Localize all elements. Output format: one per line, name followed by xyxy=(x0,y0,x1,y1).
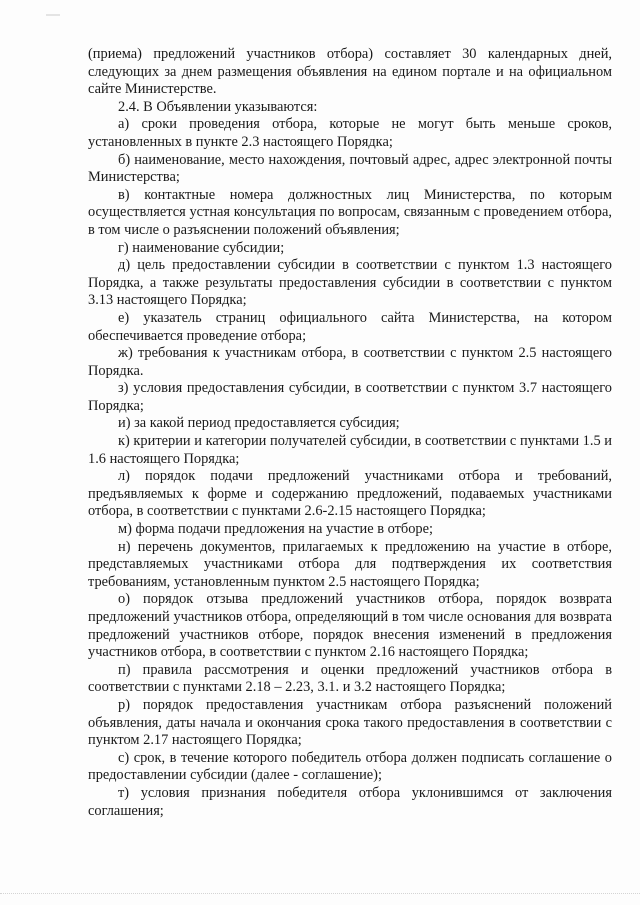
list-item: т) условия признания победителя отбора уклонившимся от заключения соглашения; xyxy=(88,784,612,819)
list-item: в) контактные номера должностных лиц Министерства, по которым осуществляется устная консультация по вопросам, связанным с проведением отбора, в том числе о разъяснении положений объявления; xyxy=(88,186,612,238)
scan-edge-line xyxy=(0,893,640,898)
list-item: п) правила рассмотрения и оценки предложений участников отбора в соответствии с пунктами 2.18 – 2.23, 3.1. и 3.2 настоящего Порядка; xyxy=(88,661,612,696)
list-item: ж) требования к участникам отбора, в соответствии с пунктом 2.5 настоящего Порядка. xyxy=(88,345,612,379)
list-item: б) наименование, место нахождения, почтовый адрес, адрес электронной почты Министерства; xyxy=(88,151,612,186)
list-item: л) порядок подачи предложений участниками отбора и требований, предъявляемых к форме и содержанию предложений, подаваемых участниками отбора, в соответствии с пунктами 2.6-2.15 настоящего Порядка; xyxy=(88,468,612,520)
list-item: е) указатель страниц официального сайта Министерства, на котором обеспечивается проведение отбора; xyxy=(88,309,612,344)
list-item: м) форма подачи предложения на участие в отборе; xyxy=(118,521,433,538)
list-item: н) перечень документов, прилагаемых к предложению на участие в отборе, представляемых участниками отбора для подтверждения их соответствия требованиям, установленным пунктом 2.5 настоящего Порядка; xyxy=(88,538,612,590)
document-body xyxy=(88,46,612,820)
list-item: и) за какой период предоставляется субсидия; xyxy=(118,415,400,432)
list-item: с) срок, в течение которого победитель отбора должен подписать соглашение о предоставлении субсидии (далее - соглашение); xyxy=(88,749,612,784)
list-item: д) цель предоставлении субсидии в соответствии с пунктом 1.3 настоящего Порядка, а также результаты предоставления субсидии в соответствии с пунктом 3.13 настоящего Порядка; xyxy=(88,257,612,309)
list-item: з) условия предоставления субсидии, в соответствии с пунктом 3.7 настоящего Порядка; xyxy=(88,380,612,414)
section-heading: 2.4. В Объявлении указываются: xyxy=(118,98,318,115)
paragraph: (приема) предложений участников отбора) составляет 30 календарных дней, следующих за днем размещения объявления на едином портале и на официальном сайте Министерстве. xyxy=(88,46,612,98)
list-item: а) сроки проведения отбора, которые не могут быть меньше сроков, установленных в пункте 2.3 настоящего Порядка; xyxy=(88,116,612,150)
list-item: к) критерии и категории получателей субсидии, в соответствии с пунктами 1.5 и 1.6 настоящего Порядка; xyxy=(88,433,612,467)
list-item: р) порядок предоставления участникам отбора разъяснений положений объявления, даты начала и окончания срока такого предоставления в соответствии с пунктом 2.17 настоящего Порядка; xyxy=(88,696,612,749)
list-item: о) порядок отзыва предложений участников отбора, порядок возврата предложений участников отбора, определяющий в том числе основания для возврата предложений участников отборе, порядок внесения изменений в предложения участников отбора, в соответствии с пунктом 2.16 настоящего Порядка; xyxy=(88,591,612,661)
list-item: г) наименование субсидии; xyxy=(118,239,285,256)
scan-mark xyxy=(46,14,60,16)
